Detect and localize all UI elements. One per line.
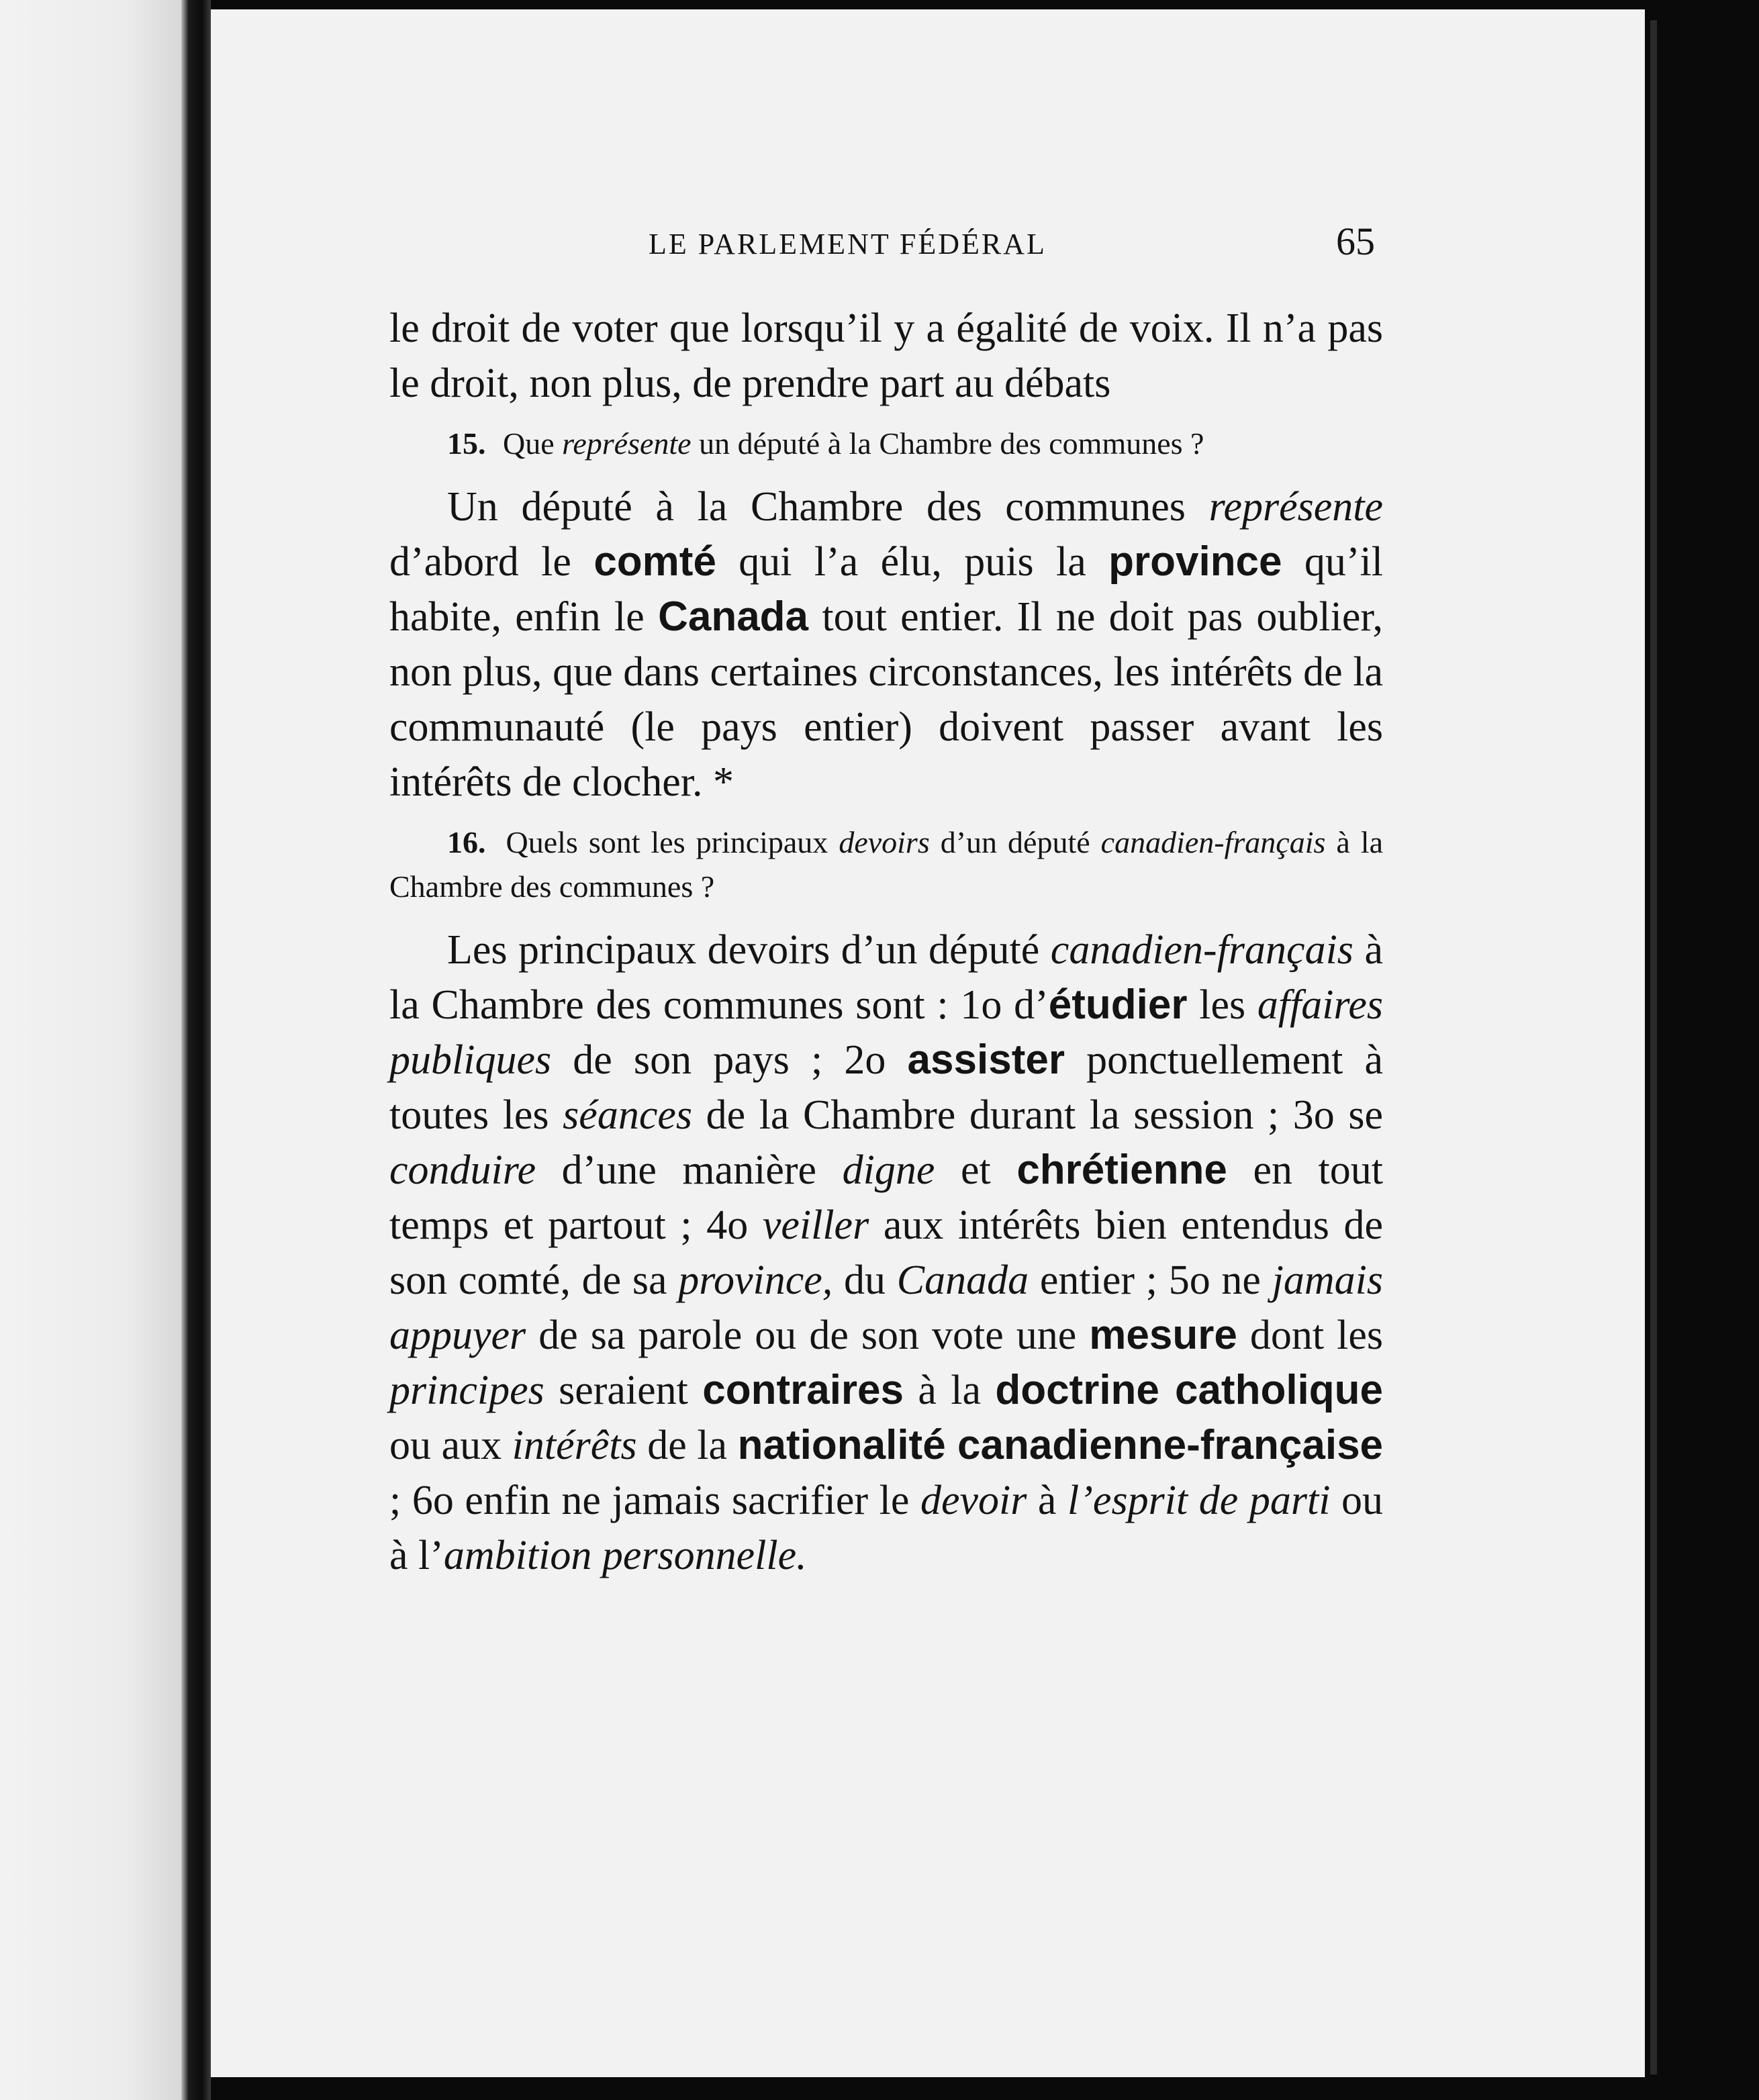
question-number: 16. [447,825,486,859]
question-number: 15. [447,426,486,461]
facing-page-edge [0,0,181,2100]
page-body [389,301,1383,1583]
question-16: 16. Quels sont les principaux devoirs d’un député canadien-français à la Chambre des communes ? [389,825,1384,904]
book-gutter [181,0,211,2100]
scan-border [1645,0,1759,2100]
answer-16: Les principaux devoirs d’un député canadien-français à la Chambre des communes sont : 1o d’étudier les affaires publiques de son pays ; 2o assister ponctuellement à toutes les séances de la Chambre durant la session ; 3o se conduire d’une manière digne et chrétienne en tout temps et partout ; 4o veiller aux intérêts bien entendus de son comté, de sa province, du Canada entier ; 5o ne jamais appuyer de sa parole ou de son vote une mesure dont les principes seraient contraires à la doctrine catholique ou aux intérêts de la nationalité canadienne-française ; 6o enfin ne jamais sacrifier le devoir à l’esprit de parti ou à l’ambition personnelle. [389,927,1384,1578]
continued-paragraph: le droit de voter que lorsqu’il y a égalité de voix. Il n’a pas le droit, non plus, de prendre part au débats [389,305,1383,406]
answer-15: Un député à la Chambre des communes représente d’abord le comté qui l’a élu, puis la province qu’il habite, enfin le Canada tout entier. Il ne doit pas oublier, non plus, que dans certaines circonstances, les intérêts de la communauté (le pays entier) doivent passer avant les intérêts de clocher. * [389,484,1384,805]
page-number: 65 [1336,220,1375,263]
page-edge-strip [1650,20,1657,2074]
question-15: 15. Que représente un député à la Chambre des communes ? [447,426,1204,461]
running-title: LE PARLEMENT FÉDÉRAL [649,228,1047,260]
